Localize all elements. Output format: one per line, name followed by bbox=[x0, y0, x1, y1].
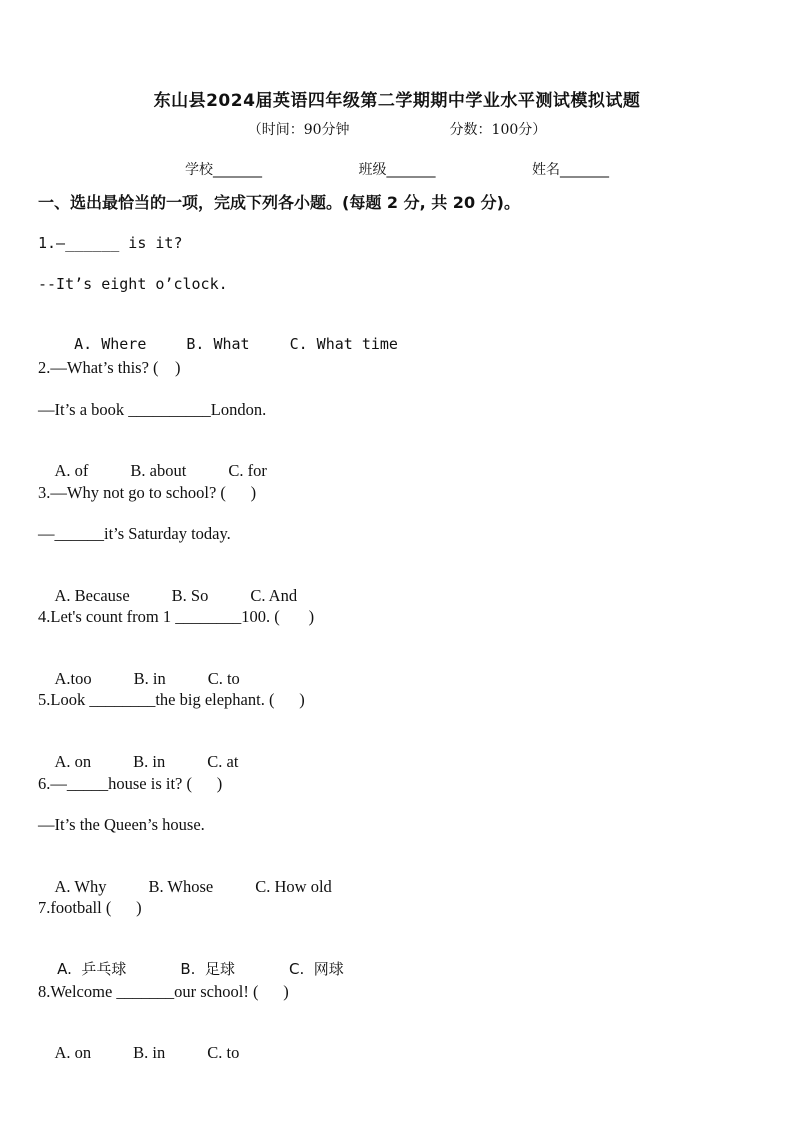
answer-line-3: —______it’s Saturday today. bbox=[38, 524, 231, 543]
option-a[interactable]: A. Why bbox=[54, 877, 107, 896]
question-7: 7.football ( ) bbox=[38, 898, 142, 917]
option-a[interactable]: A. Because bbox=[54, 586, 130, 605]
option-c[interactable]: C. How old bbox=[255, 877, 332, 896]
student-info bbox=[0, 159, 794, 179]
option-b[interactable]: B. in bbox=[133, 752, 166, 771]
option-a[interactable]: A.too bbox=[54, 669, 92, 688]
exam-meta bbox=[0, 119, 794, 139]
exam-score: 分数：100分） bbox=[449, 122, 547, 138]
page-title: 东山县2024届英语四年级第二学期期中学业水平测试模拟试题 bbox=[153, 91, 641, 111]
school-field[interactable]: 学校_______ bbox=[185, 162, 263, 178]
answer-line-2: —It’s a book __________London. bbox=[38, 400, 267, 419]
option-c[interactable]: C. What time bbox=[289, 335, 398, 353]
option-c[interactable]: C. to bbox=[207, 1043, 240, 1062]
option-a[interactable]: A. on bbox=[54, 752, 92, 771]
answer-line-1: --It’s eight o’clock. bbox=[38, 275, 228, 293]
option-a[interactable]: A. on bbox=[54, 1043, 92, 1062]
option-b[interactable]: B. Whose bbox=[148, 877, 214, 896]
exam-time: （时间：90分钟 bbox=[247, 122, 350, 138]
option-c[interactable]: C. And bbox=[250, 586, 298, 605]
option-a[interactable]: A. Where bbox=[74, 335, 147, 353]
option-a[interactable]: A. of bbox=[54, 461, 89, 480]
option-b[interactable]: B. So bbox=[171, 586, 209, 605]
option-c[interactable]: C. at bbox=[207, 752, 239, 771]
option-c[interactable]: C. to bbox=[207, 669, 240, 688]
question-4: 4.Let's count from 1 ________100. ( ) bbox=[38, 607, 315, 626]
answer-line-6: —It’s the Queen’s house. bbox=[38, 815, 205, 834]
section-heading: 一、选出最恰当的一项，完成下列各小题。(每题 2 分, 共 20 分)。 bbox=[38, 193, 520, 212]
options-8 bbox=[38, 1023, 239, 1083]
option-c[interactable]: C. 网球 bbox=[289, 960, 344, 978]
class-field[interactable]: 班级_______ bbox=[358, 162, 436, 178]
option-a[interactable]: A. 乒乓球 bbox=[57, 960, 127, 978]
question-2: 2.—What’s this? ( ) bbox=[38, 358, 181, 377]
option-b[interactable]: B. What bbox=[186, 335, 250, 353]
question-3: 3.—Why not go to school? ( ) bbox=[38, 483, 257, 502]
option-b[interactable]: B. about bbox=[130, 461, 187, 480]
question-5: 5.Look ________the big elephant. ( ) bbox=[38, 690, 305, 709]
question-1: 1.—______ is it? bbox=[38, 234, 183, 252]
option-b[interactable]: B. in bbox=[133, 669, 166, 688]
option-b[interactable]: B. in bbox=[133, 1043, 166, 1062]
option-b[interactable]: B. 足球 bbox=[180, 960, 235, 978]
option-c[interactable]: C. for bbox=[228, 461, 267, 480]
question-8: 8.Welcome _______our school! ( ) bbox=[38, 982, 289, 1001]
question-6: 6.—_____house is it? ( ) bbox=[38, 774, 223, 793]
name-field[interactable]: 姓名_______ bbox=[531, 162, 609, 178]
